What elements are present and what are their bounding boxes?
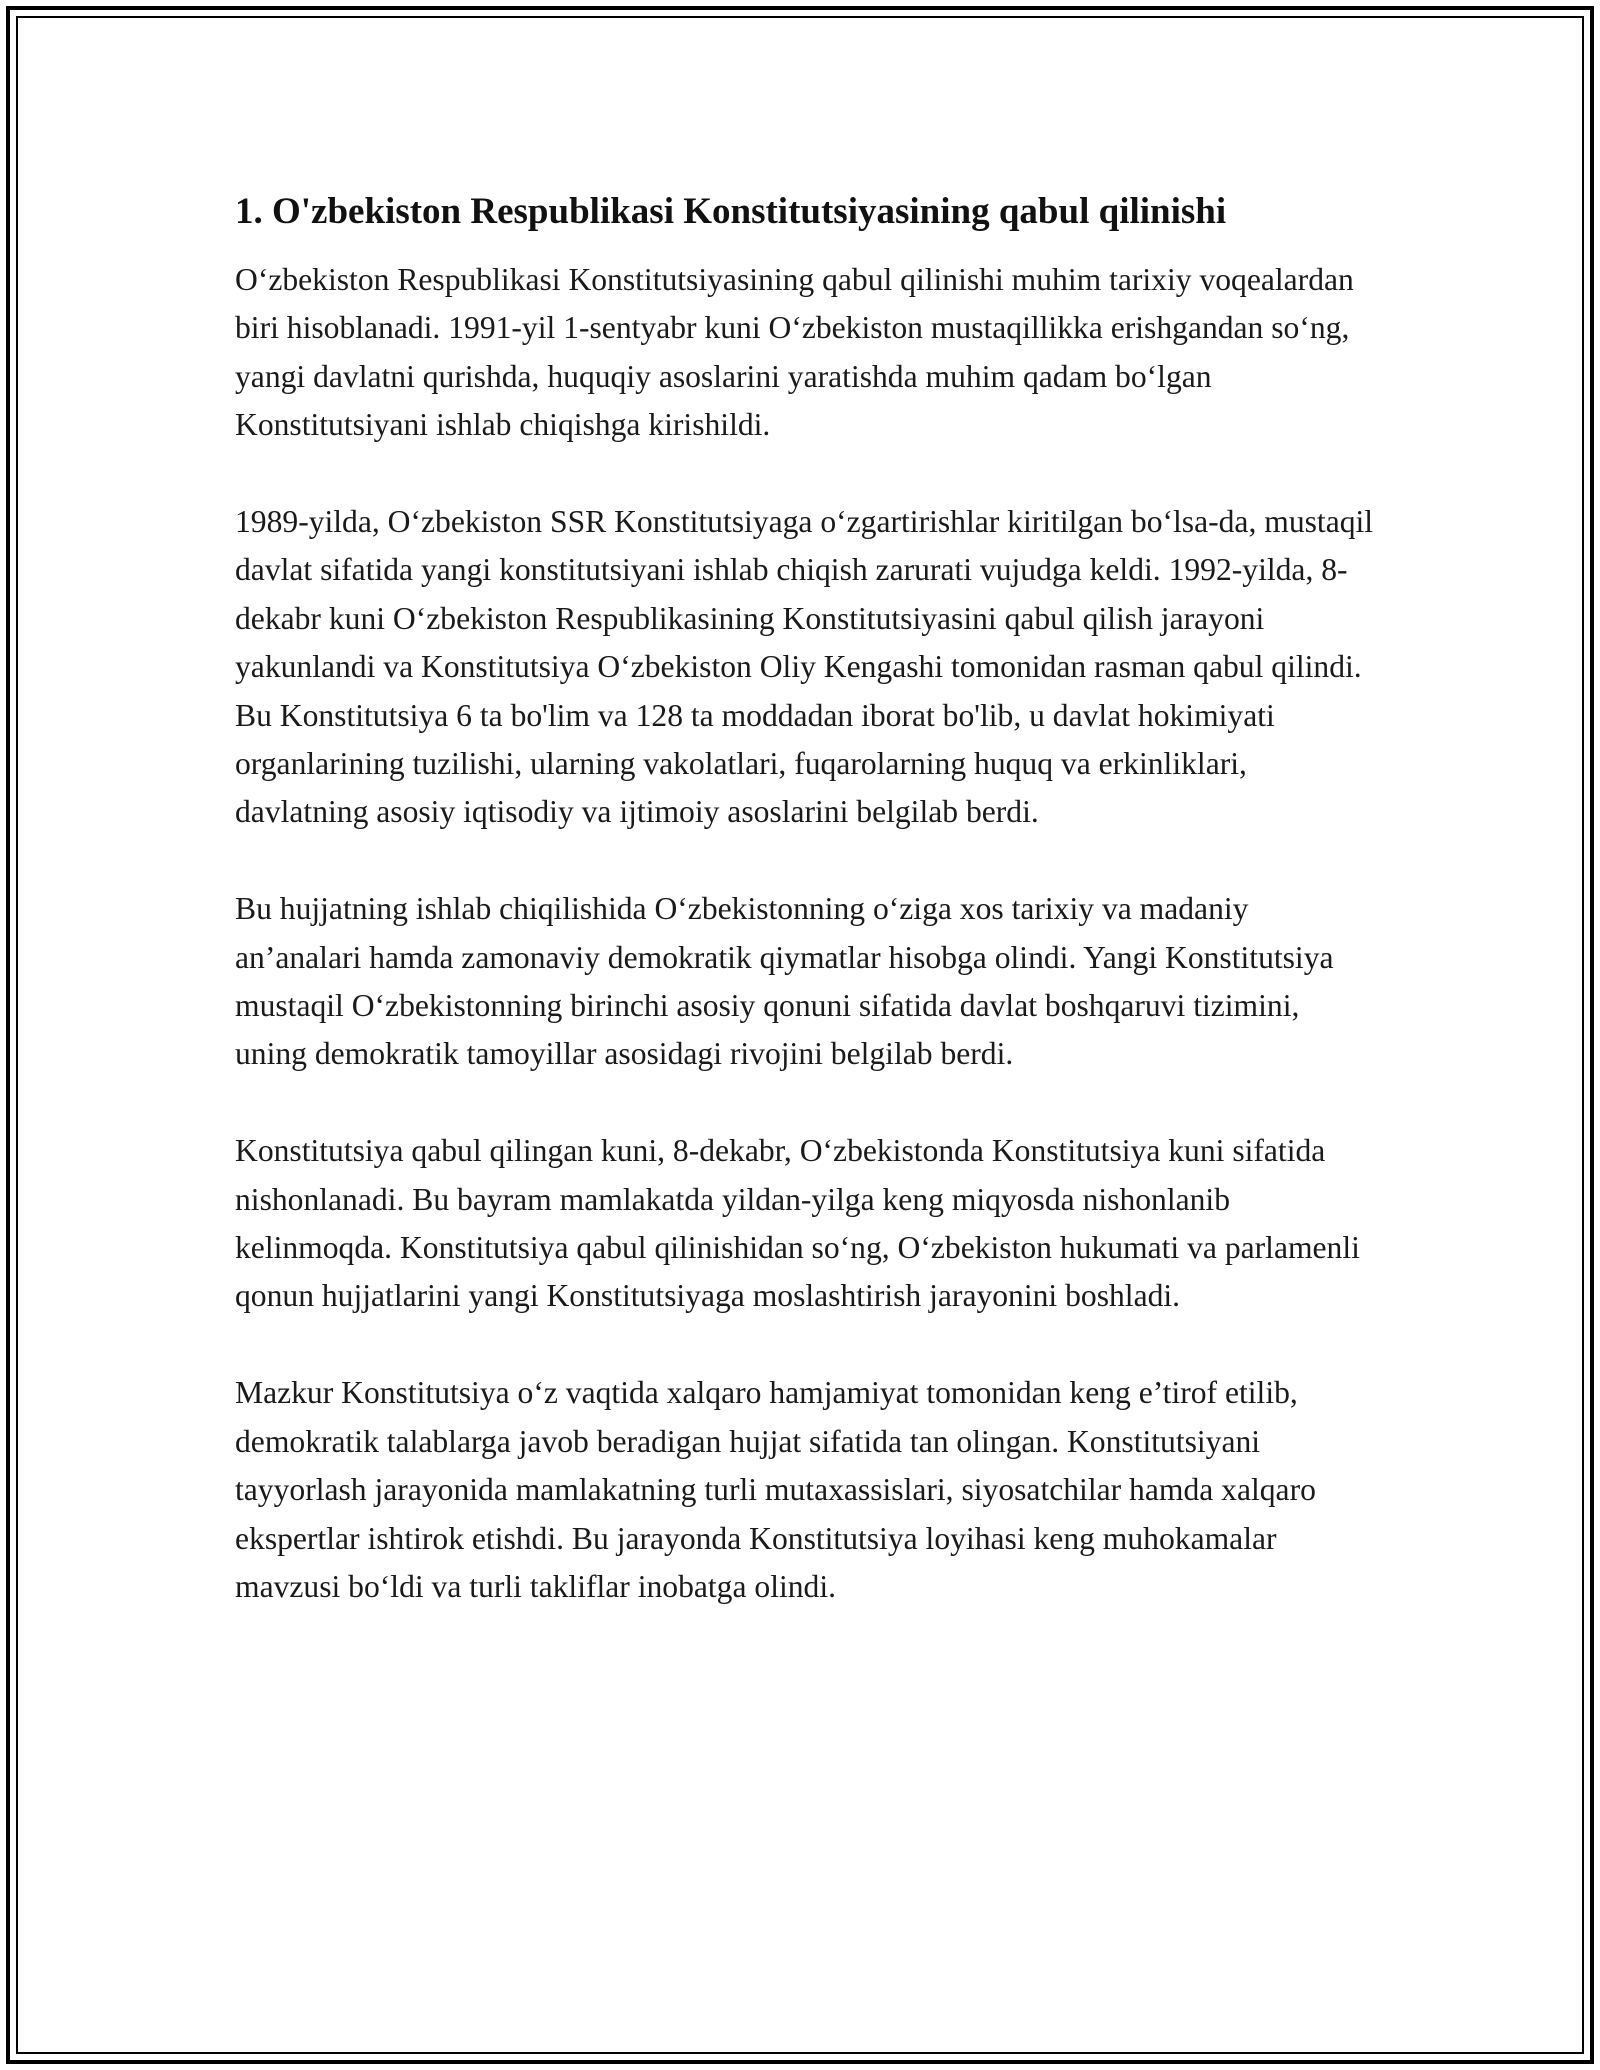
document-title: 1. O'zbekiston Respublikasi Konstitutsiyasining qabul qilinishi bbox=[235, 191, 1227, 232]
paragraph-1: O‘zbekiston Respublikasi Konstitutsiyasining qabul qilinishi muhim tarixiy voqealardan biri hisoblanadi. 1991-yil 1-sentyabr kuni O‘zbekiston mustaqillikka erishgandan so‘ng, yangi davlatni qurishda, huquqiy asoslarini yaratishda muhim qadam bo‘lgan Konstitutsiyani ishlab chiqishga kirishildi. bbox=[235, 262, 1354, 443]
paragraph-2: 1989-yilda, O‘zbekiston SSR Konstitutsiyaga o‘zgartirishlar kiritilgan bo‘lsa-da, mustaqil davlat sifatida yangi konstitutsiyani ishlab chiqish zarurati vujudga keldi. 1992-yilda, 8-dekabr kuni O‘zbekiston Respublikasining Konstitutsiyasini qabul qilish jarayoni yakunlandi va Konstitutsiya O‘zbekiston Oliy Kengashi tomonidan rasman qabul qilindi. Bu Konstitutsiya 6 ta bo'lim va 128 ta moddadan iborat bo'lib, u davlat hokimiyati organlarining tuzilishi, ularning vakolatlari, fuqarolarning huquq va erkinliklari, davlatning asosiy iqtisodiy va ijtimoiy asoslarini belgilab berdi. bbox=[235, 504, 1374, 830]
paragraph-5: Mazkur Konstitutsiya o‘z vaqtida xalqaro hamjamiyat tomonidan keng e’tirof etilib, demokratik talablarga javob beradigan hujjat sifatida tan olingan. Konstitutsiyani tayyorlash jarayonida mamlakatning turli mutaxassislari, siyosatchilar hamda xalqaro ekspertlar ishtirok etishdi. Bu jarayonda Konstitutsiya loyihasi keng muhokamalar mavzusi bo‘ldi va turli takliflar inobatga olindi. bbox=[235, 1375, 1316, 1604]
paragraph-3: Bu hujjatning ishlab chiqilishida O‘zbekistonning o‘ziga xos tarixiy va madaniy an’analari hamda zamonaviy demokratik qiymatlar hisobga olindi. Yangi Konstitutsiya mustaqil O‘zbekistonning birinchi asosiy qonuni sifatida davlat boshqaruvi tizimini, uning demokratik tamoyillar asosidagi rivojini belgilab berdi. bbox=[235, 891, 1334, 1072]
paragraph-4: Konstitutsiya qabul qilingan kuni, 8-dekabr, O‘zbekistonda Konstitutsiya kuni sifatida nishonlanadi. Bu bayram mamlakatda yildan-yilga keng miqyosda nishonlanib kelinmoqda. Konstitutsiya qabul qilinishidan so‘ng, O‘zbekiston hukumati va parlamenli qonun hujjatlarini yangi Konstitutsiyaga moslashtirish jarayonini boshladi. bbox=[235, 1133, 1360, 1314]
document-body bbox=[235, 186, 1375, 1660]
